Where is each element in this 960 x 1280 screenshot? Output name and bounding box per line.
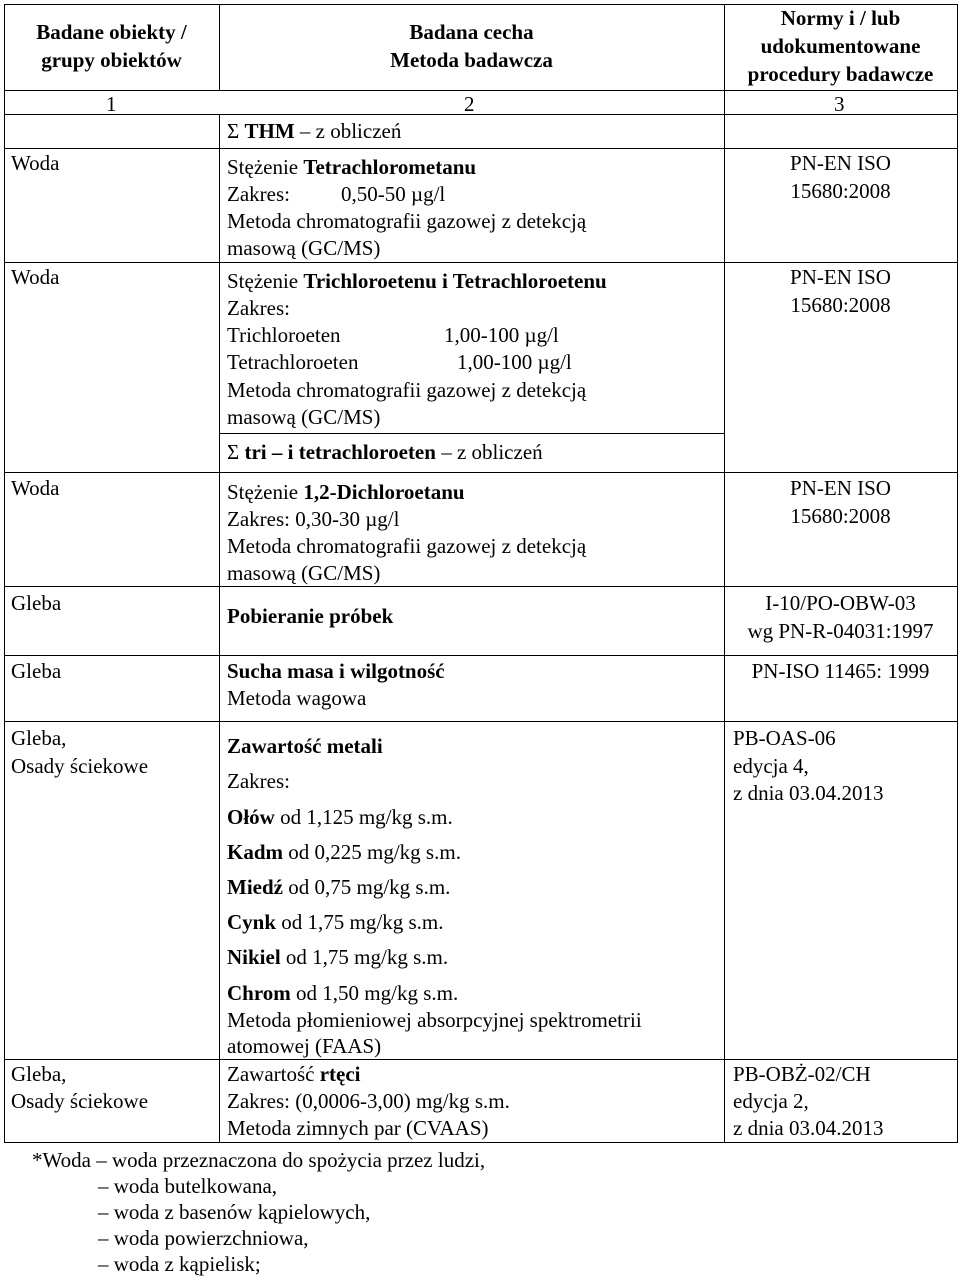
- metal-item: Nikiel od 1,75 mg/kg s.m.: [227, 945, 449, 969]
- metal-item: Miedź od 0,75 mg/kg s.m.: [227, 875, 451, 899]
- row7-object-line2: Osady ściekowe: [11, 1089, 149, 1113]
- table-divider-col1: [219, 4, 220, 90]
- row2-norm-line1: PN-EN ISO: [790, 265, 891, 289]
- row7-feature: Zawartość rtęci: [227, 1062, 361, 1086]
- row6-norm-line3: z dnia 03.04.2013: [733, 781, 884, 805]
- row4-feature: Pobieranie próbek: [227, 604, 394, 628]
- row2-method-line1: Metoda chromatografii gazowej z detekcją: [227, 378, 587, 402]
- row-divider: [4, 721, 958, 722]
- table-border-top: [4, 4, 958, 5]
- row2-item1-name: Trichloroeten: [227, 323, 341, 347]
- column-number-2: 2: [464, 92, 475, 116]
- row7-method: Metoda zimnych par (CVAAS): [227, 1116, 489, 1140]
- row6-object-line2: Osady ściekowe: [11, 754, 149, 778]
- row7-object-line1: Gleba,: [11, 1062, 67, 1086]
- row1-norm-line1: PN-EN ISO: [790, 151, 891, 175]
- footnote-item: – woda powierzchniowa,: [98, 1226, 309, 1250]
- footnote-item: – woda butelkowana,: [98, 1174, 278, 1198]
- footnote-line: *Woda – woda przeznaczona do spożycia przez ludzi,: [32, 1148, 486, 1172]
- row-divider-sum: [219, 433, 725, 434]
- row2-item1-value: 1,00-100 µg/l: [444, 323, 559, 347]
- metal-item: Cynk od 1,75 mg/kg s.m.: [227, 910, 444, 934]
- row3-method-line1: Metoda chromatografii gazowej z detekcją: [227, 534, 587, 558]
- row3-norm-line1: PN-EN ISO: [790, 476, 891, 500]
- row2-range-label: Zakres:: [227, 296, 290, 320]
- row-divider: [4, 472, 958, 473]
- row5-object: Gleba: [11, 659, 62, 683]
- row6-range-label: Zakres:: [227, 769, 290, 793]
- row5-norm: PN-ISO 11465: 1999: [751, 659, 930, 683]
- table-border-left: [4, 4, 5, 1142]
- row1-feature: Stężenie Tetrachlorometanu: [227, 155, 477, 179]
- row6-object-line1: Gleba,: [11, 726, 67, 750]
- row4-object: Gleba: [11, 591, 62, 615]
- row-divider: [4, 586, 958, 587]
- header-divider: [4, 90, 958, 91]
- column-number-1: 1: [106, 92, 117, 116]
- row2-item2-name: Tetrachloroeten: [227, 350, 359, 374]
- row2-item2-value: 1,00-100 µg/l: [457, 350, 572, 374]
- row7-norm-line3: z dnia 03.04.2013: [733, 1116, 884, 1140]
- row2-object: Woda: [11, 265, 60, 289]
- row3-object: Woda: [11, 476, 60, 500]
- header-feature-line1: Badana cecha: [409, 20, 534, 44]
- sigma-symbol: Σ: [227, 119, 240, 143]
- row3-range: Zakres: 0,30-30 µg/l: [227, 507, 400, 531]
- sigma-symbol: Σ: [227, 440, 240, 464]
- thm-calc-note: – z obliczeń: [299, 119, 402, 143]
- row6-method-line1: Metoda płomieniowej absorpcyjnej spektrometrii: [227, 1008, 642, 1032]
- row7-norm-line1: PB-OBŻ-02/CH: [733, 1062, 871, 1086]
- row1-method-line1: Metoda chromatografii gazowej z detekcją: [227, 209, 587, 233]
- row6-norm-line2: edycja 4,: [733, 754, 809, 778]
- header-norms-line2: udokumentowane: [760, 34, 921, 58]
- row2-norm-line2: 15680:2008: [790, 293, 891, 317]
- table-divider-col2: [724, 4, 725, 1142]
- header-norms-line1: Normy i / lub: [780, 6, 901, 30]
- row5-method: Metoda wagowa: [227, 686, 367, 710]
- row-divider: [4, 1059, 958, 1060]
- metal-item: Kadm od 0,225 mg/kg s.m.: [227, 840, 461, 864]
- row7-norm-line2: edycja 2,: [733, 1089, 809, 1113]
- row-divider: [4, 114, 958, 115]
- row2-feature: Stężenie Trichloroetenu i Tetrachloroetenu: [227, 269, 607, 293]
- table-border-right: [957, 4, 958, 1142]
- row-divider: [4, 262, 958, 263]
- metal-item: Chrom od 1,50 mg/kg s.m.: [227, 981, 459, 1005]
- row-divider: [4, 148, 958, 149]
- row1-method-line2: masową (GC/MS): [227, 236, 381, 260]
- header-objects-line2: grupy obiektów: [41, 48, 182, 72]
- row2-method-line2: masową (GC/MS): [227, 405, 381, 429]
- table-border-bottom: [4, 1142, 958, 1143]
- row1-norm-line2: 15680:2008: [790, 179, 891, 203]
- row3-norm-line2: 15680:2008: [790, 504, 891, 528]
- row3-method-line2: masową (GC/MS): [227, 561, 381, 585]
- row2-sum-line: Σ tri – i tetrachloroeten – z obliczeń: [227, 440, 543, 464]
- metal-item: Ołów od 1,125 mg/kg s.m.: [227, 805, 453, 829]
- row1-range-label: Zakres:: [227, 182, 290, 206]
- row5-feature: Sucha masa i wilgotność: [227, 659, 445, 683]
- row1-object: Woda: [11, 151, 60, 175]
- row7-range: Zakres: (0,0006-3,00) mg/kg s.m.: [227, 1089, 510, 1113]
- table-divider-col1: [219, 114, 220, 1142]
- footnote-item: – woda z kąpielisk;: [98, 1252, 261, 1276]
- footnote-item: – woda z basenów kąpielowych,: [98, 1200, 371, 1224]
- column-number-3: 3: [834, 92, 845, 116]
- row-divider: [4, 655, 958, 656]
- row6-feature: Zawartość metali: [227, 734, 383, 758]
- row4-norm-line1: I-10/PO-OBW-03: [765, 591, 916, 615]
- row6-method-line2: atomowej (FAAS): [227, 1034, 382, 1058]
- header-norms-line3: procedury badawcze: [747, 62, 934, 86]
- header-objects-line1: Badane obiekty /: [36, 20, 187, 44]
- thm-sum-line: [227, 121, 401, 142]
- row3-feature: Stężenie 1,2-Dichloroetanu: [227, 480, 465, 504]
- thm-label: THM: [244, 119, 295, 143]
- row6-norm-line1: PB-OAS-06: [733, 726, 836, 750]
- row1-range-value: 0,50-50 µg/l: [341, 182, 446, 206]
- row4-norm-line2: wg PN-R-04031:1997: [747, 619, 934, 643]
- header-feature-line2: Metoda badawcza: [390, 48, 553, 72]
